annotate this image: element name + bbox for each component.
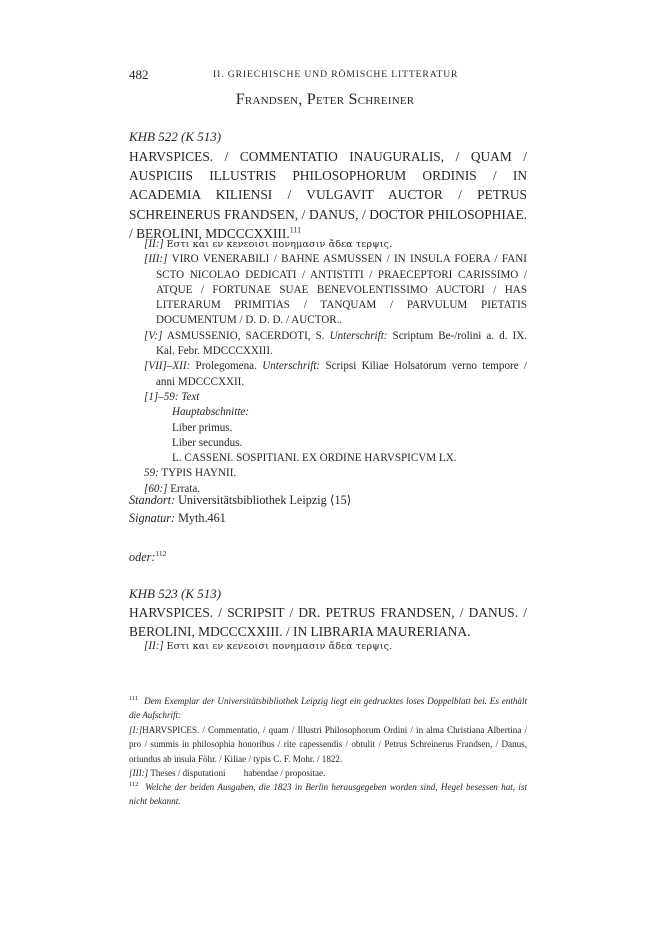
collation-text: Prolegomena. bbox=[195, 360, 257, 373]
collation-ref: [1]–59: bbox=[144, 390, 179, 403]
collation-entry bbox=[144, 639, 527, 654]
shelfmark-line bbox=[129, 510, 226, 528]
location-label: Standort: bbox=[129, 493, 176, 507]
alternative-text: oder: bbox=[129, 550, 156, 565]
footnote-ref: 111 bbox=[289, 225, 302, 235]
collation-subentry bbox=[144, 421, 527, 436]
footnote-111-line bbox=[129, 723, 527, 766]
collation-ref: [V:] bbox=[144, 329, 163, 342]
footnote-111-line bbox=[129, 766, 527, 780]
footnote-number: 111 bbox=[129, 694, 139, 702]
shelfmark-label: Signatur: bbox=[129, 511, 176, 525]
collation-entry bbox=[144, 329, 527, 360]
alternative-label bbox=[129, 549, 166, 565]
collation-ref: 59: bbox=[144, 467, 159, 480]
collation-text: Liber secundus. bbox=[172, 436, 243, 449]
page-number: 482 bbox=[129, 67, 149, 82]
entry-sigil: KHB 522 (K 513) bbox=[129, 129, 222, 144]
footnote-text: Theses / disputationi habendae / propositae. bbox=[150, 768, 326, 778]
collation-text: Hauptabschnitte: bbox=[172, 406, 250, 419]
location-value: Universitätsbibliothek Leipzig ⟨15⟩ bbox=[178, 493, 352, 507]
greek-motto: Εστι και εν κενεοισι πονημασιν ἄδεα τερψις. bbox=[166, 239, 393, 250]
footnote-text: Welche der beiden Ausgaben, die 1823 in Berlin herausgegeben worden sind, Hegel besessen hat, ist nicht bekannt. bbox=[129, 782, 527, 807]
collation-ref: [VII]–XII: bbox=[144, 360, 191, 373]
footnote-ref: 112 bbox=[155, 549, 167, 558]
collation-text: VIRO VENERABILI / BAHNE ASMUSSEN / IN INSULA FOERA / FANI SCTO NICOLAO DEDICATI / ANTISTITI / PRAECEPTORI CARISSIMO / ATQUE / FORTUNAE SUAE BENEVOLENTISSIMO AUCTORI / HAS LITERARUM PRIMITIAS / TANQUAM / PARVULUM PIETATIS DOCUMENTUM / D. D. D. / AUCTOR.. bbox=[156, 253, 527, 327]
collation-entry bbox=[144, 252, 527, 328]
collation-list bbox=[144, 639, 527, 654]
footnote-number: 112 bbox=[129, 780, 139, 788]
entry-title: HARVSPICES. / SCRIPSIT / DR. PETRUS FRANDSEN, / DANUS. / BEROLINI, MDCCCXXIII. / IN LIBRARIA MAURERIANA. bbox=[129, 605, 527, 640]
shelfmark-value: Myth.461 bbox=[178, 511, 226, 525]
collation-text: Text bbox=[181, 390, 200, 403]
footnote-text: Dem Exemplar der Universitätsbibliothek Leipzig liegt ein gedrucktes loses Doppelblatt bei. Es enthält die Aufschrift: bbox=[129, 696, 527, 721]
signature-text: Scripsi Kiliae Holsatorum verno tempore / anni MDCCCXXII. bbox=[156, 360, 528, 388]
footnote-text: HARVSPICES. / Commentatio, / quam / Illustri Philosophorum Ordini / in alma Christiana Albertina / pro / summis in philosophia honoribus / rite capessendis / obtulit / Petrus Schreinerus Frandsen, / Danus, oriundus ab insula Föhr. / Kiliae / typis C. F. Mohr. / 1822. bbox=[129, 725, 527, 764]
collation-entry bbox=[144, 359, 527, 390]
collation-ref: [60:] bbox=[144, 482, 168, 495]
footnote-111 bbox=[129, 694, 527, 723]
collation-subentry bbox=[144, 436, 527, 451]
footnote-112 bbox=[129, 780, 527, 809]
location-line bbox=[129, 492, 351, 510]
section-title: II. GRIECHISCHE UND RÖMISCHE LITTERATUR bbox=[213, 69, 459, 80]
author-heading: Frandsen, Peter Schreiner bbox=[235, 90, 415, 108]
signature-label: Unterschrift: bbox=[329, 329, 388, 342]
collation-ref: [I:] bbox=[129, 725, 143, 735]
collation-text: ASMUSSENIO, SACERDOTI, S. bbox=[166, 329, 325, 342]
greek-motto: Εστι και εν κενεοισι πονημασιν ἄδεα τερψις. bbox=[166, 641, 393, 652]
collation-ref: [II:] bbox=[144, 238, 164, 250]
collation-list bbox=[144, 237, 527, 497]
collation-text: L. CASSENI. SOSPITIANI. EX ORDINE HARVSPICVM LX. bbox=[172, 452, 457, 465]
collation-entry bbox=[144, 390, 527, 405]
entry-sigil: KHB 523 (K 513) bbox=[129, 586, 222, 601]
collation-subentry bbox=[144, 405, 527, 420]
entry-title bbox=[129, 147, 527, 243]
signature-label: Unterschrift: bbox=[262, 360, 321, 373]
collation-entry bbox=[144, 466, 527, 481]
collation-text: TYPIS HAYNII. bbox=[161, 467, 237, 480]
collation-text: Errata. bbox=[170, 482, 201, 495]
collation-entry bbox=[144, 237, 527, 252]
signature-text: Scriptum Be-/rolini a. d. IX. Kal. Febr. MDCCCXXIII. bbox=[156, 329, 527, 358]
collation-ref: [II:] bbox=[144, 640, 164, 652]
collation-ref: [III:] bbox=[144, 253, 168, 266]
collation-text: Liber primus. bbox=[172, 421, 233, 434]
entry-title-text: HARVSPICES. / COMMENTATIO INAUGURALIS, / QUAM / AUSPICIIS ILLUSTRIS PHILOSOPHORUM ORDINIS / IN ACADEMIA KILIENSI / VULGAVIT AUCTOR / PETRUS SCHREINERUS FRANDSEN, / DANUS, / DOCTOR PHILOSOPHIAE. / BEROLINI, MDCCCXXIII. bbox=[129, 149, 527, 241]
collation-ref: [III:] bbox=[129, 768, 149, 778]
collation-subentry bbox=[144, 451, 527, 466]
